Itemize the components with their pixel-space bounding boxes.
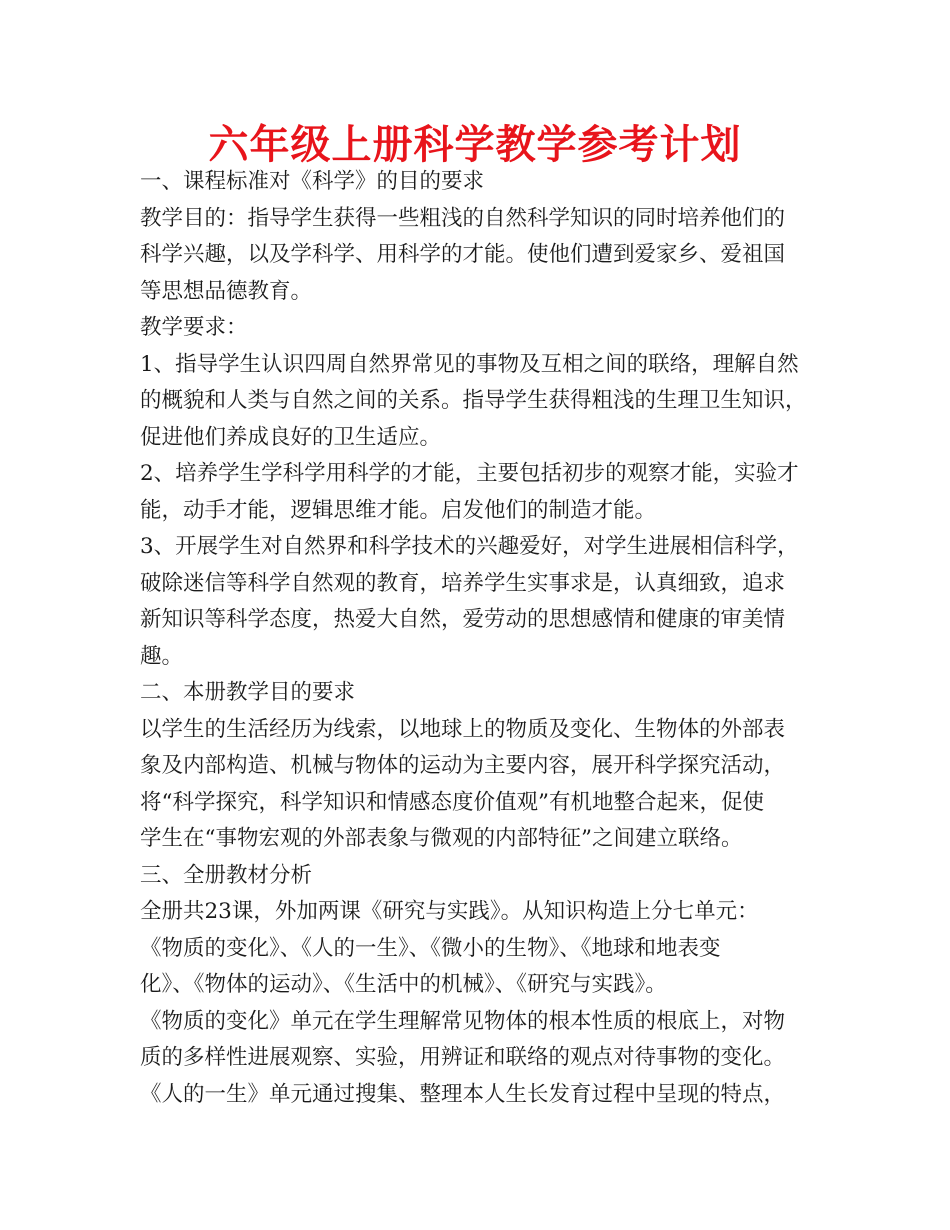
text-line: 以学生的生活经历为线索，以地球上的物质及变化、生物体的外部表 — [140, 716, 786, 742]
text-line: 象及内部构造、机械与物体的运动为主要内容，展开科学探究活动， — [140, 753, 786, 778]
text-line: 化》、《物体的运动》、《生活中的机械》、《研究与实践》。 — [140, 972, 667, 997]
text-line: 的概貌和人类与自然之间的关系。指导学生获得粗浅的生理卫生知识， — [140, 388, 807, 413]
text-line: 教学要求： — [140, 315, 248, 340]
text-line: 质的多样性进展观察、实验，用辨证和联络的观点对待事物的变化。 — [140, 1045, 786, 1070]
text-line: 3、开展学生对自然界和科学技术的兴趣爱好，对学生进展相信科学， — [140, 534, 799, 559]
document-title: 六年级上册科学教学参考计划 — [208, 122, 742, 168]
text-line: 2、培养学生学科学用科学的才能，主要包括初步的观察才能，实验才 — [140, 461, 799, 486]
text-line: 能，动手才能，逻辑思维才能。启发他们的制造才能。 — [140, 497, 657, 523]
text-line: 《人的一生》单元通过搜集、整理本人生长发育过程中呈现的特点， — [140, 1081, 786, 1107]
text-line: 三、全册教材分析 — [140, 862, 313, 888]
text-line: 《物质的变化》单元在学生理解常见物体的根本性质的根底上，对物 — [140, 1008, 786, 1034]
document-body — [140, 164, 830, 1113]
text-line: 学生在“事物宏观的外部表象与微观的内部特征”之间建立联络。 — [140, 826, 743, 851]
text-line: 等思想品德教育。 — [140, 278, 313, 304]
text-line: 一、课程标准对《科学》的目的要求 — [140, 169, 485, 194]
text-line: 1、指导学生认识四周自然界常见的事物及互相之间的联络，理解自然 — [140, 351, 799, 377]
text-line: 科学兴趣，以及学科学、用科学的才能。使他们遭到爱家乡、爱祖国 — [140, 242, 786, 267]
text-line: 破除迷信等科学自然观的教育，培养学生实事求是，认真细致，追求 — [140, 570, 786, 596]
text-line: 全册共23课，外加两课《研究与实践》。从知识构造上分七单元： — [140, 899, 759, 924]
text-line: 趣。 — [140, 643, 184, 669]
text-line: 将“科学探究，科学知识和情感态度价值观”有机地整合起来，促使 — [140, 789, 764, 815]
text-line: 促进他们养成良好的卫生适应。 — [140, 424, 442, 450]
text-line: 新知识等科学态度，热爱大自然，爱劳动的思想感情和健康的审美情 — [140, 607, 786, 632]
text-line: 《物质的变化》、《人的一生》、《微小的生物》、《地球和地表变 — [140, 935, 721, 961]
text-line: 教学目的：指导学生获得一些粗浅的自然科学知识的同时培养他们的 — [140, 205, 786, 231]
text-line: 二、本册教学目的要求 — [140, 680, 356, 705]
